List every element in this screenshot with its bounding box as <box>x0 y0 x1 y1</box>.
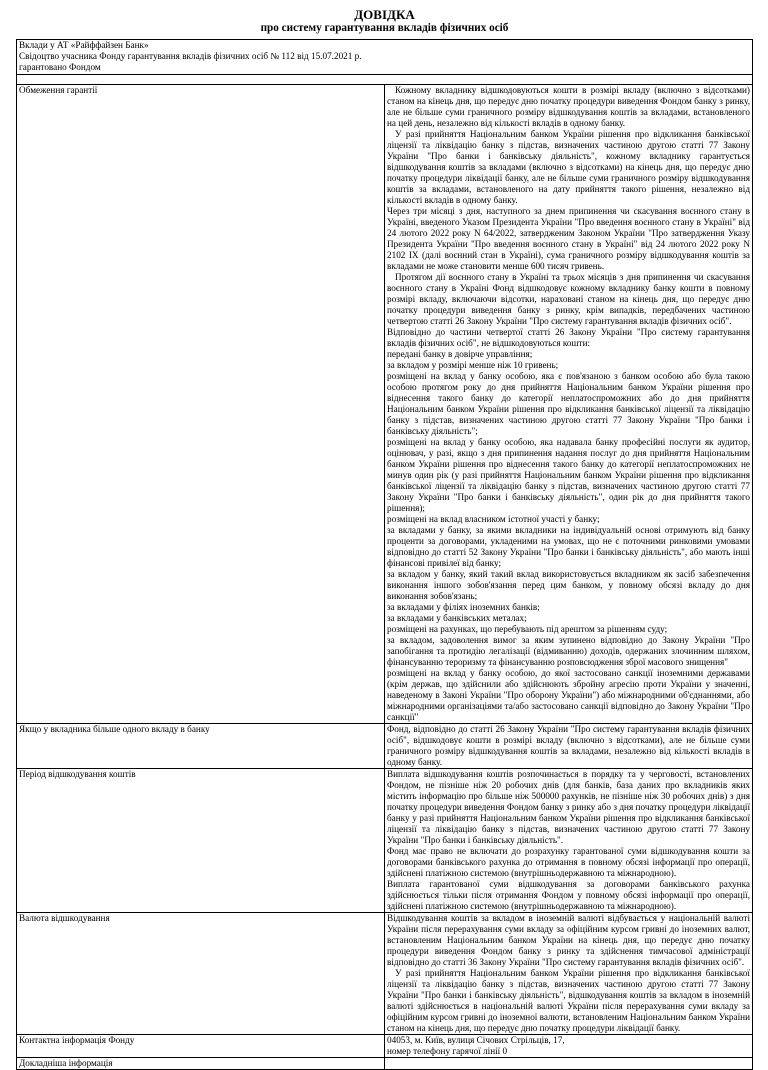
row-label: Контактна інформація Фонду <box>17 1034 385 1057</box>
row-label: Якщо у вкладника більше одного вкладу в банку <box>17 723 385 768</box>
row-label: Обмеження гарантії <box>17 84 385 723</box>
paragraph: Через три місяці з дня, наступного за днем припинення чи скасування воєнного стану в Україні, введеного Указом Президента України "Про введення воєнного стану в Україні" від 24 лютого 2022 року N 64/2022, затвердженим Законом України "Про затвердження Указу Президента України "Про введення воєнного стану в Україні" від 24 лютого 2022 року N 2102 IX (далі воєнний стан в Україні), сума граничного розміру відшкодування коштів за вкладами не може становити менше 600 тисяч гривень. <box>387 205 750 271</box>
row-more-info <box>17 1057 753 1069</box>
row-value <box>385 768 753 912</box>
paragraph: розміщені на рахунках, що перебувають під арештом за рішенням суду; <box>387 623 668 634</box>
paragraph: за вкладами у банківських металах; <box>387 612 527 623</box>
paragraph: Виплата відшкодування коштів розпочинається в порядку та у черговості, встановлених Фондом, не пізніше ніж 20 робочих днів (для банків, база даних про вкладників яких містить інформацію про більше ніж 500000 рахунків, не пізніше ніж 30 робочих днів) з дня початку процедури виведення Фондом банку з ринку або з дня початку процедури ліквідації банку у разі прийняття Національним банком України рішення про відкликання банківської ліцензії та ліквідацію банку з підстав, визначених частиною другою статті 77 Закону України "Про банки і банківську діяльність". <box>387 768 750 845</box>
paragraph: Фонд, відповідно до статті 26 Закону України "Про систему гарантування вкладів фізичних осіб", відшкодовує кошти в розмірі вкладу (включно з відсотками), але не більше суми граничного розміру відшкодування коштів за вкладами, незалежно від кількості вкладів в одному банку. <box>387 723 750 767</box>
paragraph: Відповідно до частини четвертої статті 26 Закону України "Про систему гарантування вкладів фізичних осіб", не відшкодовуються кошти: <box>387 326 750 348</box>
document <box>16 8 753 1070</box>
row-value <box>385 1057 753 1069</box>
paragraph: за вкладами у банку, за якими вкладники на індивідуальній основі отримують від банку проценти за договорами, укладеними на умовах, що не є поточними ринковими умовами відповідно до статті 52 Закону України "Про банки і банківську діяльність", або мають інші фінансові привілеї від банку; <box>387 524 750 568</box>
row-fund-contacts <box>17 1034 753 1057</box>
header-row <box>17 40 753 75</box>
spacer-row <box>17 74 753 84</box>
paragraph: за вкладами у філіях іноземних банків; <box>387 601 540 612</box>
guarantee-line: гарантовано Фондом <box>19 62 101 73</box>
row-value <box>385 723 753 768</box>
paragraph: Фонд має право не включати до розрахунку гарантованої суми відшкодування кошти за договорами банківського рахунка до отримання в повному обсязі інформації про операції, здійснені платіжною системою (внутрішньодержавною та міжнародною). <box>387 845 750 878</box>
paragraph: розміщені на вклад у банку особою, до якої застосовано санкції іноземними державами (крім держав, що здійснили або здійснюють збройну агресію проти України у значенні, наведеному в Законі України "Про оборону України") або міжнародними об'єднаннями, або міжнародними організаціями та/або застосовано санкції відповідно до Закону України "Про санкції" <box>387 667 750 722</box>
document-title: ДОВІДКА <box>354 7 415 22</box>
row-value <box>385 84 753 723</box>
info-table <box>16 39 753 1070</box>
paragraph: за вкладом у банку, який такий вклад використовується вкладником як засіб забезпечення виконання іншого зобов'язання перед цим банком, у повному обсязі вкладу до дня виконання зобов'язань; <box>387 568 750 601</box>
row-multiple-deposits <box>17 723 753 768</box>
paragraph: за вкладом у розмірі менше ніж 10 гривень; <box>387 359 559 370</box>
paragraph: 04053, м. Київ, вулиця Січових Стрільців, 17, <box>387 1034 565 1045</box>
row-label: Валюта відшкодування <box>17 912 385 1034</box>
row-label: Період відшкодування коштів <box>17 768 385 912</box>
row-payout-currency <box>17 912 753 1034</box>
bank-name: Вклади у АТ «Райффайзен Банк» <box>19 40 149 50</box>
document-subtitle: про систему гарантування вкладів фізичних осіб <box>260 22 509 34</box>
row-value <box>385 1034 753 1057</box>
paragraph: розміщені на вклад у банку особою, яка надавала банку професійні послуги як аудитор, оцінювач, у разі, якщо з дня припинення надання послуг до дня прийняття Національним банком України рішення про віднесення такого банку до категорії неплатоспроможних не минув один рік (у разі прийняття Національним банком України рішення про відкликання банківської ліцензії та ліквідацію банку з підстав, визначених частиною другою статті 77 Закону України "Про банки і банківську діяльність", один рік до дня прийняття такого рішення); <box>387 436 750 513</box>
row-value <box>385 912 753 1034</box>
paragraph: передані банку в довірче управління; <box>387 348 533 359</box>
paragraph: Кожному вкладнику відшкодовуються кошти в розмірі вкладу (включно з відсотками) станом на кінець дня, що передує дню початку процедури виведення Фондом банку з ринку, але не більше суми граничного розміру відшкодування коштів за вкладами, встановленого на цей день, незалежно від кількості вкладів в одному банку. <box>387 84 750 128</box>
paragraph: У разі прийняття Національним банком України рішення про відкликання банківської ліцензії та ліквідацію банку з підстав, визначених частиною другою статті 77 Закону України "Про банки і банківську діяльність", відшкодування коштів за вкладом в іноземній валюті здійснюється в національній валюті України після перерахування суми вкладу за офіційним курсом гривні до іноземної валюти, встановленим Національним банком України станом на кінець дня, що передує дню початку процедури ліквідації банку. <box>387 967 750 1033</box>
paragraph: Відшкодування коштів за вкладом в іноземній валюті відбувається у національній валюті України після перерахування суми вкладу за офіційним курсом гривні до іноземних валют, встановленим Національним банком України на кінець дня, що передує дню початку процедури виведення Фондом банку з ринку та здійснення тимчасової адміністрації відповідно до статті 36 Закону України "Про систему гарантування вкладів фізичних осіб". <box>387 912 750 967</box>
row-payout-period <box>17 768 753 912</box>
paragraph: розміщені на вклад у банку особою, яка є пов'язаною з банком особою або була такою особою протягом року до дня прийняття Національним банком України рішення про віднесення такого банку до категорії неплатоспроможних або до дня прийняття Національним банком України рішення про відкликання банківської ліцензії та ліквідацію банку з підстав, визначених частиною другою статті 77 Закону України "Про банки і банківську діяльність"; <box>387 370 750 436</box>
row-guarantee-limit <box>17 84 753 723</box>
paragraph: за вкладом, задоволення вимог за яким зупинено відповідно до Закону України "Про запобігання та протидію легалізації (відмиванню) доходів, одержаних злочинним шляхом, фінансуванню тероризму та фінансуванню розповсюдження зброї масового знищення" <box>387 634 750 667</box>
paragraph: Виплата гарантованої суми відшкодування за договорами банківського рахунка здійснюється тільки після отримання Фондом у повному обсязі інформації про операції, здійснені платіжною системою (внутрішньодержавною та міжнародною). <box>387 878 750 911</box>
row-label: Докладніша інформація <box>17 1057 385 1069</box>
paragraph: Протягом дії воєнного стану в Україні та трьох місяців з дня припинення чи скасування воєнного стану в Україні Фонд відшкодовує кожному вкладнику банку кошти в повному розмірі вкладу, включаючи відсотки, нараховані станом на кінець дня, що передує дню початку процедури виведення банку з ринку, крім випадків, передбачених частиною четвертою статті 26 Закону України "Про систему гарантування вкладів фізичних осіб". <box>387 271 750 326</box>
paragraph: номер телефону гарячої лінії 0 <box>387 1045 508 1056</box>
header-cell <box>17 40 753 75</box>
paragraph: розміщені на вклад власником істотної участі у банку; <box>387 513 600 524</box>
paragraph: У разі прийняття Національним банком України рішення про відкликання банківської ліцензії та ліквідацію банку з підстав, визначених частиною другою статті 77 Закону України "Про банки і банківську діяльність", кожному вкладнику гарантується відшкодування коштів за вкладами (включно з відсотками) на кінець дня, що передує дню початку процедури ліквідації банку, але не більше суми граничного розміру відшкодування коштів за вкладами, встановленого на дату прийняття такого рішення, незалежно від кількості вкладів в одному банку. <box>387 128 750 205</box>
certificate-line: Свідоцтво учасника Фонду гарантування вкладів фізичних осіб № 112 від 15.07.2021 р. <box>19 51 362 62</box>
